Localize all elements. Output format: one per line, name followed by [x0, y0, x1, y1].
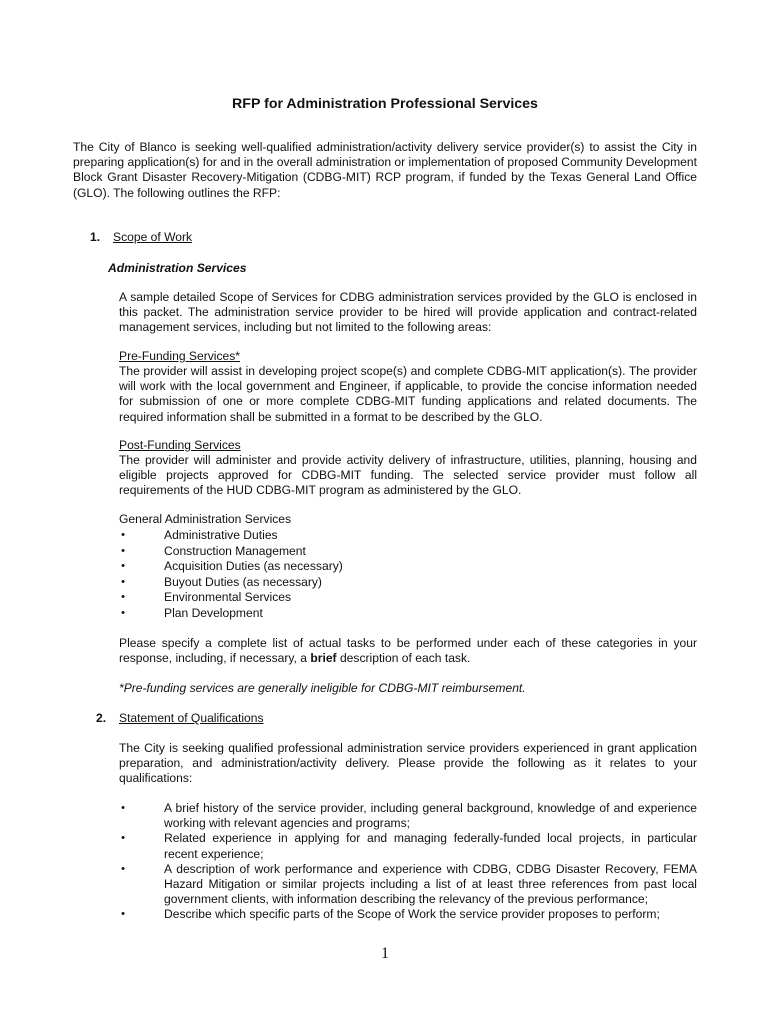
list-item-text: Plan Development — [164, 605, 263, 620]
section-1-heading: Scope of Work — [113, 230, 193, 244]
section-2-heading: Statement of Qualifications — [119, 711, 264, 725]
postfunding-text: The provider will administer and provide activity delivery of infrastructure, utilities, planning, housing and eligible projects approved for CDBG-MIT funding. The selected service provider must follow all requirements of the HUD CDBG-MIT program as administered by the GLO. — [119, 453, 697, 498]
bullet-icon: • — [121, 544, 125, 557]
list-item — [119, 907, 697, 922]
bullet-icon: • — [121, 575, 125, 588]
bullet-icon: • — [121, 591, 125, 604]
prefunding-heading: Pre-Funding Services* — [119, 349, 240, 363]
scope-paragraph: A sample detailed Scope of Services for CDBG administration services provided by the GLO is enclosed in this packet. The administration service provider to be hired will provide application and contract-related management services, including but not limited to the following areas: — [119, 290, 697, 335]
intro-paragraph: The City of Blanco is seeking well-qualified administration/activity delivery service provider(s) to assist the City in preparing application(s) for and in the overall administration or implementation of proposed Community Development Block Grant Disaster Recovery-Mitigation (CDBG-MIT) RCP program, if funded by the Texas General Land Office (GLO). The following outlines the RFP: — [73, 140, 697, 200]
general-admin-list — [119, 528, 697, 622]
administration-services-subheading: Administration Services — [108, 261, 247, 275]
list-item — [119, 528, 697, 544]
bullet-icon: • — [121, 802, 125, 814]
prefunding-text: The provider will assist in developing project scope(s) and complete CDBG-MIT application(s). The provider will work with the local government and Engineer, if applicable, to provide the concise information needed for submission of one or more complete CDBG-MIT funding applications and related documents. The required information shall be submitted in a format to be described by the GLO. — [119, 364, 697, 424]
page-number: 1 — [381, 945, 389, 962]
bullet-icon: • — [121, 560, 125, 573]
bullet-icon: • — [121, 908, 125, 921]
section-2-number: 2. — [96, 711, 107, 725]
bullet-icon: • — [121, 529, 125, 541]
list-item-text: Buyout Duties (as necessary) — [164, 574, 322, 589]
page-title: RFP for Administration Professional Services — [232, 96, 538, 112]
list-item-text: Administrative Duties — [164, 528, 278, 542]
qualifications-list — [119, 801, 697, 923]
specify-text-after: description of each task. — [336, 651, 471, 666]
section-1-number: 1. — [90, 230, 101, 244]
specify-text-before: Please specify a complete list of actual tasks to be performed under each of these categories in your response, including, if necessary, a — [119, 636, 697, 666]
bullet-icon: • — [121, 832, 125, 845]
bullet-icon: • — [121, 862, 125, 875]
list-item-text: A description of work performance and experience with CDBG, CDBG Disaster Recovery, FEMA Hazard Mitigation or similar projects including a list of at least three references from past local government clients, with information describing the relevancy of the previous performance; — [164, 861, 697, 907]
list-item-text: Acquisition Duties (as necessary) — [164, 559, 343, 574]
prefunding-footnote: *Pre-funding services are generally ineligible for CDBG-MIT reimbursement. — [119, 681, 526, 695]
list-item — [119, 801, 697, 831]
list-item — [119, 544, 697, 560]
list-item — [119, 862, 697, 908]
list-item-text: Describe which specific parts of the Scope of Work the service provider proposes to perform; — [164, 907, 660, 922]
bullet-icon: • — [121, 606, 125, 619]
postfunding-heading: Post-Funding Services — [119, 438, 241, 452]
list-item-text: Related experience in applying for and managing federally-funded local projects, in particular recent experience; — [164, 831, 697, 861]
general-admin-heading: General Administration Services — [119, 512, 292, 526]
list-item-text: Construction Management — [164, 543, 306, 558]
specify-paragraph — [119, 636, 697, 666]
list-item — [119, 606, 697, 622]
list-item — [119, 559, 697, 575]
list-item — [119, 575, 697, 591]
list-item-text: Environmental Services — [164, 590, 292, 605]
qualifications-paragraph: The City is seeking qualified professional administration service providers experienced in grant application preparation, and administration/activity delivery. Please provide the following as it relates to your qualifications: — [119, 741, 697, 786]
list-item — [119, 590, 697, 606]
specify-text-bold: brief — [310, 651, 337, 666]
list-item — [119, 831, 697, 861]
list-item-text: A brief history of the service provider, including general background, knowledge of and experience working with relevant agencies and programs; — [164, 801, 697, 831]
